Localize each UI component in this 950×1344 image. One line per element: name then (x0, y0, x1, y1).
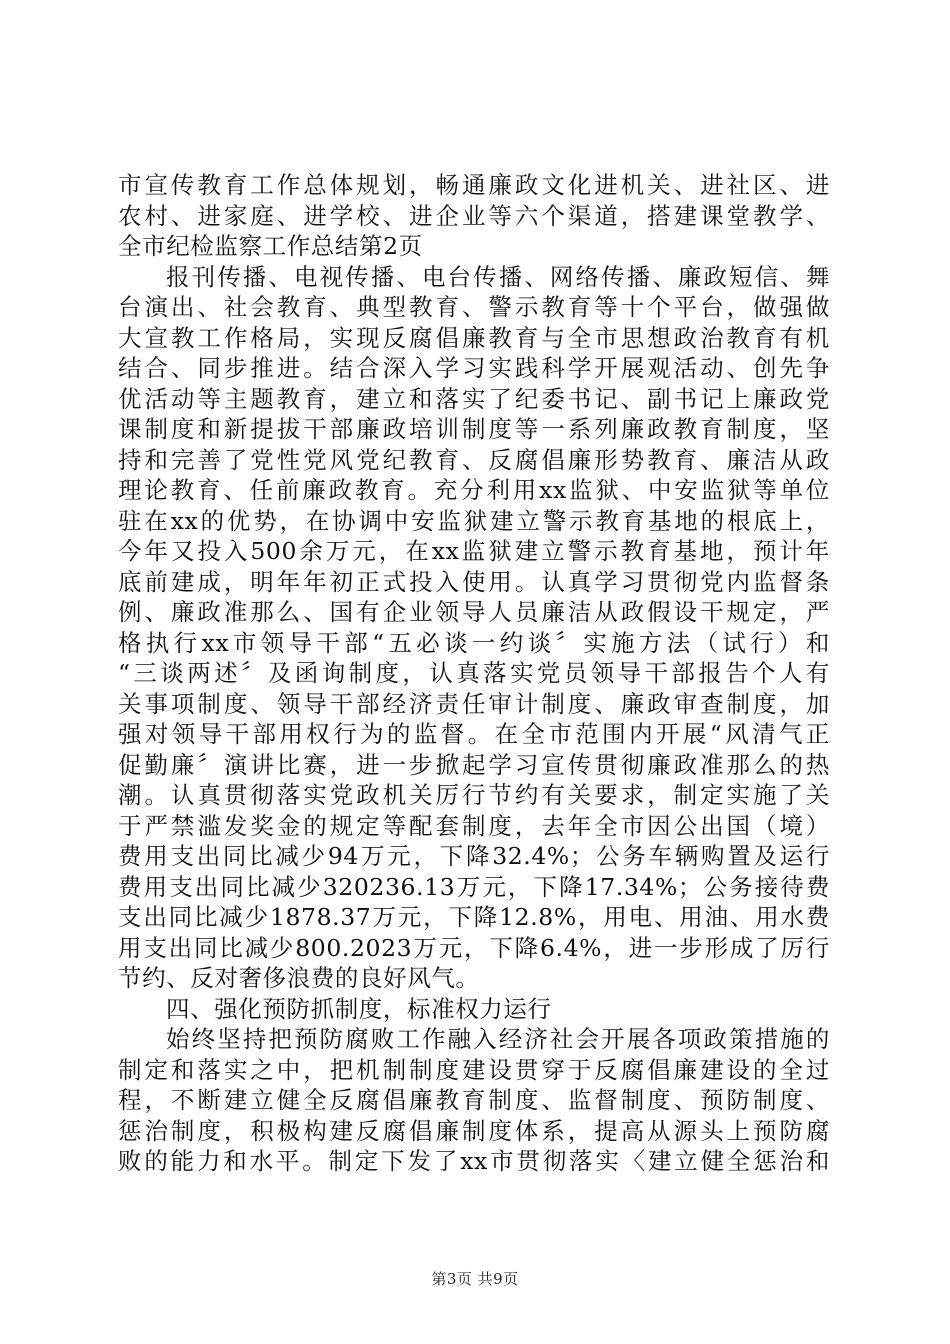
document-body (118, 170, 830, 1177)
text-line: 节约、反对奢侈浪费的良好风气。 (118, 964, 480, 992)
text-line: 驻在xx的优势，在协调中安监狱建立警示教育基地的根底上， (118, 506, 830, 535)
text-line: 程，不断建立健全反腐倡廉教育制度、监督制度、预防制度、 (118, 1086, 830, 1114)
text-line: 例、廉政准那么、国有企业领导人员廉洁从政假设干规定，严 (118, 598, 830, 626)
text-line: 农村、进家庭、进学校、进企业等六个渠道，搭建课堂教学、 (118, 201, 830, 230)
text-line: 费用支出同比减少320236.13万元，下降17.34%；公务接待费 (118, 872, 830, 901)
text-line: 理论教育、任前廉政教育。充分利用xx监狱、中安监狱等单位 (118, 476, 830, 504)
text-line: 底前建成，明年年初正式投入使用。认真学习贯彻党内监督条 (118, 567, 830, 596)
text-line: 关事项制度、领导干部经济责任审计制度、廉政审查制度，加 (118, 689, 830, 718)
text-line: 支出同比减少1878.37万元，下降12.8%，用电、用油、用水费 (118, 903, 830, 931)
text-line: 强对领导干部用权行为的监督。在全市范围内开展“风清气正 (118, 720, 830, 748)
text-line: 用支出同比减少800.2023万元，下降6.4%，进一步形成了厉行 (118, 933, 830, 962)
text-line: 惩治制度，积极构建反腐倡廉制度体系，提高从源头上预防腐 (118, 1116, 830, 1145)
text-line: 促勤廉〞演讲比赛，进一步掀起学习宣传贯彻廉政准那么的热 (118, 750, 830, 779)
page-footer: 第3页 共9页 (431, 1270, 519, 1288)
text-line: 市宣传教育工作总体规划，畅通廉政文化进机关、进社区、进 (118, 171, 830, 199)
text-line: 于严禁滥发奖金的规定等配套制度，去年全市因公出国（境） (118, 811, 830, 840)
text-line: 始终坚持把预防腐败工作融入经济社会开展各项政策措施的 (166, 1025, 830, 1053)
text-line: 结合、同步推进。结合深入学习实践科学开展观活动、创先争 (118, 354, 830, 382)
text-line: 制定和落实之中，把机制制度建设贯穿于反腐倡廉建设的全过 (118, 1055, 830, 1084)
text-line: 大宣教工作格局，实现反腐倡廉教育与全市思想政治教育有机 (118, 323, 830, 352)
text-line: 潮。认真贯彻落实党政机关厉行节约有关要求，制定实施了关 (118, 781, 830, 809)
text-line: 今年又投入500余万元，在xx监狱建立警示教育基地，预计年 (118, 537, 830, 565)
text-line: 四、强化预防抓制度，标准权力运行 (166, 994, 552, 1023)
text-line: 优活动等主题教育，建立和落实了纪委书记、副书记上廉政党 (118, 384, 830, 413)
text-line: 持和完善了党性党风党纪教育、反腐倡廉形势教育、廉洁从政 (118, 445, 830, 474)
text-line: “三谈两述〞及函询制度，认真落实党员领导干部报告个人有 (118, 659, 830, 687)
text-line: 课制度和新提拔干部廉政培训制度等一系列廉政教育制度，坚 (118, 415, 830, 443)
text-line: 费用支出同比减少94万元，下降32.4%；公务车辆购置及运行 (118, 842, 830, 870)
text-line: 败的能力和水平。制定下发了xx市贯彻落实〈建立健全惩治和 (118, 1147, 830, 1175)
text-line: 报刊传播、电视传播、电台传播、网络传播、廉政短信、舞 (166, 262, 830, 291)
text-line: 台演出、社会教育、典型教育、警示教育等十个平台，做强做 (118, 293, 830, 321)
text-line: 全市纪检监察工作总结第2页 (118, 232, 423, 260)
text-line: 格执行xx市领导干部“五必谈一约谈〞实施方法（试行）和 (118, 628, 830, 657)
